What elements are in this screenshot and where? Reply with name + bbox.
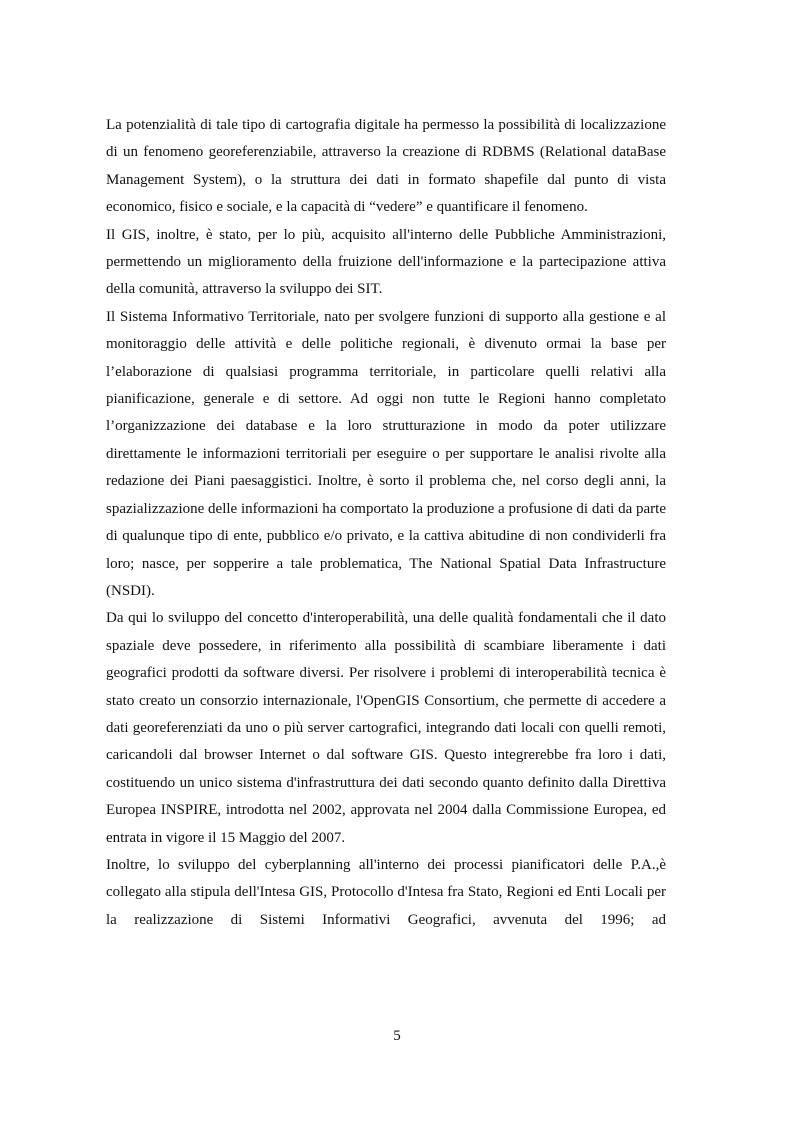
document-body xyxy=(106,112,666,934)
paragraph-4: Da qui lo sviluppo del concetto d'interoperabilità, una delle qualità fondamentali che il dato spaziale deve possedere, in riferimento alla possibilità di scambiare liberamente i dati geografici prodotti da software diversi. Per risolvere i problemi di interoperabilità tecnica è stato creato un consorzio internazionale, l'OpenGIS Consortium, che permette di accedere a dati georeferenziati da uno o più server cartografici, integrando dati locali con quelli remoti, caricandoli dal browser Internet o dal software GIS. Questo integrerebbe fra loro i dati, costituendo un unico sistema d'infrastruttura dei dati secondo quanto definito dalla Direttiva Europea INSPIRE, introdotta nel 2002, approvata nel 2004 dalla Commissione Europea, ed entrata in vigore il 15 Maggio del 2007. xyxy=(106,610,666,846)
paragraph-2: Il GIS, inoltre, è stato, per lo più, acquisito all'interno delle Pubbliche Amministrazioni, permettendo un miglioramento della fruizione dell'informazione e la partecipazione attiva della comunità, attraverso la sviluppo dei SIT. xyxy=(106,226,666,298)
paragraph-1: La potenzialità di tale tipo di cartografia digitale ha permesso la possibilità di localizzazione di un fenomeno georeferenziabile, attraverso la creazione di RDBMS (Relational dataBase Management System), o la struttura dei dati in formato shapefile dal punto di vista economico, fisico e sociale, e la capacità di “vedere” e quantificare il fenomeno. xyxy=(106,117,666,216)
page-number: 5 xyxy=(393,1028,401,1044)
paragraph-3: Il Sistema Informativo Territoriale, nato per svolgere funzioni di supporto alla gestione e al monitoraggio delle attività e delle politiche regionali, è divenuto ormai la base per l’elaborazione di qualsiasi programma territoriale, in particolare quelli relativi alla pianificazione, generale e di settore. Ad oggi non tutte le Regioni hanno completato l’organizzazione dei database e la loro strutturazione in modo da poter utilizzare direttamente le informazioni territoriali per eseguire o per supportare le analisi rivolte alla redazione dei Piani paesaggistici. Inoltre, è sorto il problema che, nel corso degli anni, la spazializzazione delle informazioni ha comportato la produzione a profusione di dati da parte di qualunque tipo di ente, pubblico e/o privato, e la cattiva abitudine di non condividerli fra loro; nasce, per sopperire a tale problematica, The National Spatial Data Infrastructure (NSDI). xyxy=(106,308,666,599)
paragraph-5: Inoltre, lo sviluppo del cyberplanning all'interno dei processi pianificatori delle P.A.,è collegato alla stipula dell'Intesa GIS, Protocollo d'Intesa fra Stato, Regioni ed Enti Locali per la realizzazione di Sistemi Informativi Geografici, avvenuta del 1996; ad xyxy=(106,856,666,928)
